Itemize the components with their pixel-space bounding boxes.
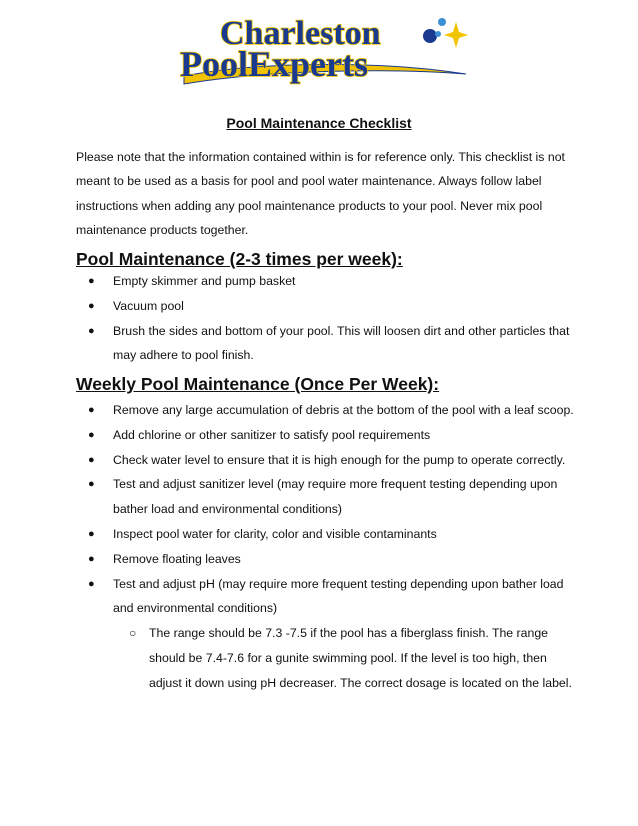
list-item: ● Add chlorine or other sanitizer to satisfy pool requirements [76, 423, 576, 448]
list-item: ● Remove any large accumulation of debris at the bottom of the pool with a leaf scoop. [76, 398, 576, 423]
document-title: Pool Maintenance Checklist [226, 115, 412, 131]
logo-line1: Charleston [220, 15, 381, 52]
list-item: ● Empty skimmer and pump basket [76, 269, 576, 294]
section-heading-pool-maintenance: Pool Maintenance (2-3 times per week): [76, 249, 403, 269]
bubble-icon [435, 31, 441, 37]
list-item: ● Inspect pool water for clarity, color and visible contaminants [76, 522, 576, 547]
section-heading-weekly-maintenance: Weekly Pool Maintenance (Once Per Week): [76, 374, 440, 394]
company-logo [176, 10, 472, 90]
bullet-icon: ● [88, 478, 95, 491]
weekly-maintenance-list [76, 398, 576, 696]
list-item: ● Remove floating leaves [76, 547, 576, 572]
list-item: ● Test and adjust sanitizer level (may require more frequent testing depending upon bather load and environmental conditions) [76, 472, 576, 522]
list-item: ● Check water level to ensure that it is high enough for the pump to operate correctly. [76, 448, 576, 473]
sub-bullet-icon: ○ [129, 626, 137, 641]
sub-list-item: ○ The range should be 7.3 -7.5 if the pool has a fiberglass finish. The range should be 7.4-7.6 for a gunite swimming pool. If the level is too high, then adjust it down using pH decreaser. The correct dosage is located on the label. [113, 621, 576, 695]
bullet-icon: ● [88, 324, 95, 337]
ph-sublist [113, 621, 576, 695]
list-item: ● Vacuum pool [76, 294, 576, 319]
bubble-icon [438, 18, 446, 26]
company-logo-graphic [176, 10, 472, 90]
bullet-icon: ● [88, 275, 95, 287]
bullet-icon: ● [88, 527, 95, 540]
bullet-icon: ● [88, 577, 95, 590]
bullet-icon: ● [88, 552, 95, 565]
bullet-icon: ● [88, 453, 95, 466]
list-item: ● Test and adjust pH (may require more frequent testing depending upon bather load and environmental conditions) ○ The range should be 7.3 -7.5 if the pool has a fiberglass finish. The range should be 7.4-7.6 for a gunite swimming pool. If the level is too high, then adjust it down using pH decreaser. The correct dosage is located on the label. [76, 572, 576, 696]
logo-line2: PoolExperts [180, 44, 368, 84]
bullet-icon: ● [88, 299, 95, 312]
pool-maintenance-list [76, 269, 576, 368]
bubble-icon [423, 29, 437, 43]
intro-paragraph: Please note that the information contained within is for reference only. This checklist is not meant to be used as a basis for pool and pool water maintenance. Always follow label instructions when adding any pool maintenance products to your pool. Never mix pool maintenance products together. [76, 150, 565, 237]
list-item: ● Brush the sides and bottom of your pool. This will loosen dirt and other particles that may adhere to pool finish. [76, 319, 576, 369]
bullet-icon: ● [88, 428, 95, 441]
sparkle-icon [444, 22, 468, 48]
bullet-icon: ● [88, 404, 95, 416]
